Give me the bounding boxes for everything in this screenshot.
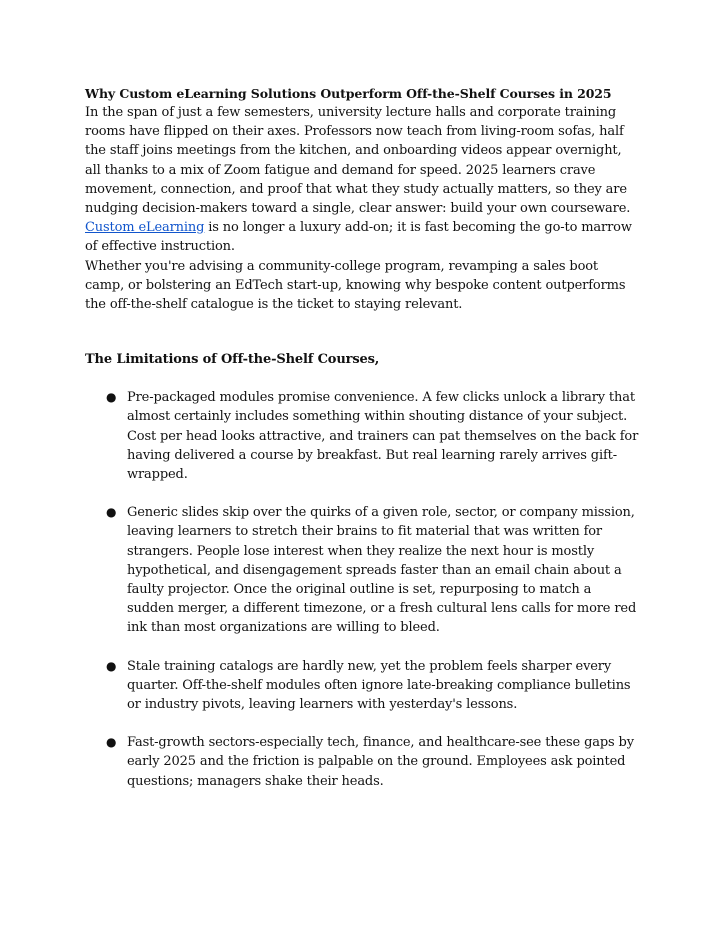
limitations-list [85,388,641,791]
section-heading: The Limitations of Off-the-Shelf Courses, [85,352,380,368]
list-item [85,388,641,484]
list-item-text: Stale training catalogs are hardly new, yet the problem feels sharper every quarter. Off-the-shelf modules often ignore late-breaking compliance bulletins or industry pivots, leaving learners with yesterday's lessons. [127,658,631,713]
document-title: Why Custom eLearning Solutions Outperform Off-the-Shelf Courses in 2025 [85,86,612,101]
list-item [85,503,641,637]
list-item-text: Generic slides skip over the quirks of a given role, sector, or company mission, leaving learners to stretch their brains to fit material that was written for strangers. People lose interest when they realize the next hour is mostly hypothetical, and disengagement spreads faster than an email chain about a faulty projector. Once the original outline is set, repurposing to match a sudden merger, a different timezone, or a fresh cultural lens calls for more red ink than most organizations are willing to bleed. [127,505,637,636]
intro-text-before-link: In the span of just a few semesters, university lecture halls and corporate training rooms have flipped on their axes. Professors now teach from living-room sofas, half the staff joins meetings from the kitchen, and onboarding videos appear overnight, all thanks to a mix of Zoom fatigue and demand for speed. 2025 learners crave movement, connection, and proof that what they study actually matters, so they are nudging decision-makers toward a single, clear answer: build your own courseware. [85,105,631,217]
document-page [85,84,641,791]
second-paragraph: Whether you're advising a community-college program, revamping a sales boot camp, or bolstering an EdTech start-up, knowing why bespoke content outperforms the off-the-shelf catalogue is the ticket to staying relevant. [85,258,626,313]
list-item-text: Fast-growth sectors-especially tech, finance, and healthcare-see these gaps by early 2025 and the friction is palpable on the ground. Employees ask pointed questions; managers shake their heads. [127,735,634,789]
list-item [85,733,641,791]
list-item-text: Pre-packaged modules promise convenience. A few clicks unlock a library that almost certainly includes something within shouting distance of your subject. Cost per head looks attractive, and trainers can pat themselves on the back for having delivered a course by breakfast. But real learning rarely arrives gift-wrapped. [127,390,639,483]
intro-text-after-link: is no longer a luxury add-on; it is fast becoming the go-to marrow of effective instruction. [85,220,632,255]
bullet-icon: ● [106,658,117,673]
list-item [85,657,641,715]
bullet-icon: ● [106,735,117,750]
bullet-icon: ● [106,505,117,520]
custom-elearning-link[interactable]: Custom eLearning [85,220,205,236]
intro-paragraph [85,103,641,257]
bullet-icon: ● [106,390,117,405]
